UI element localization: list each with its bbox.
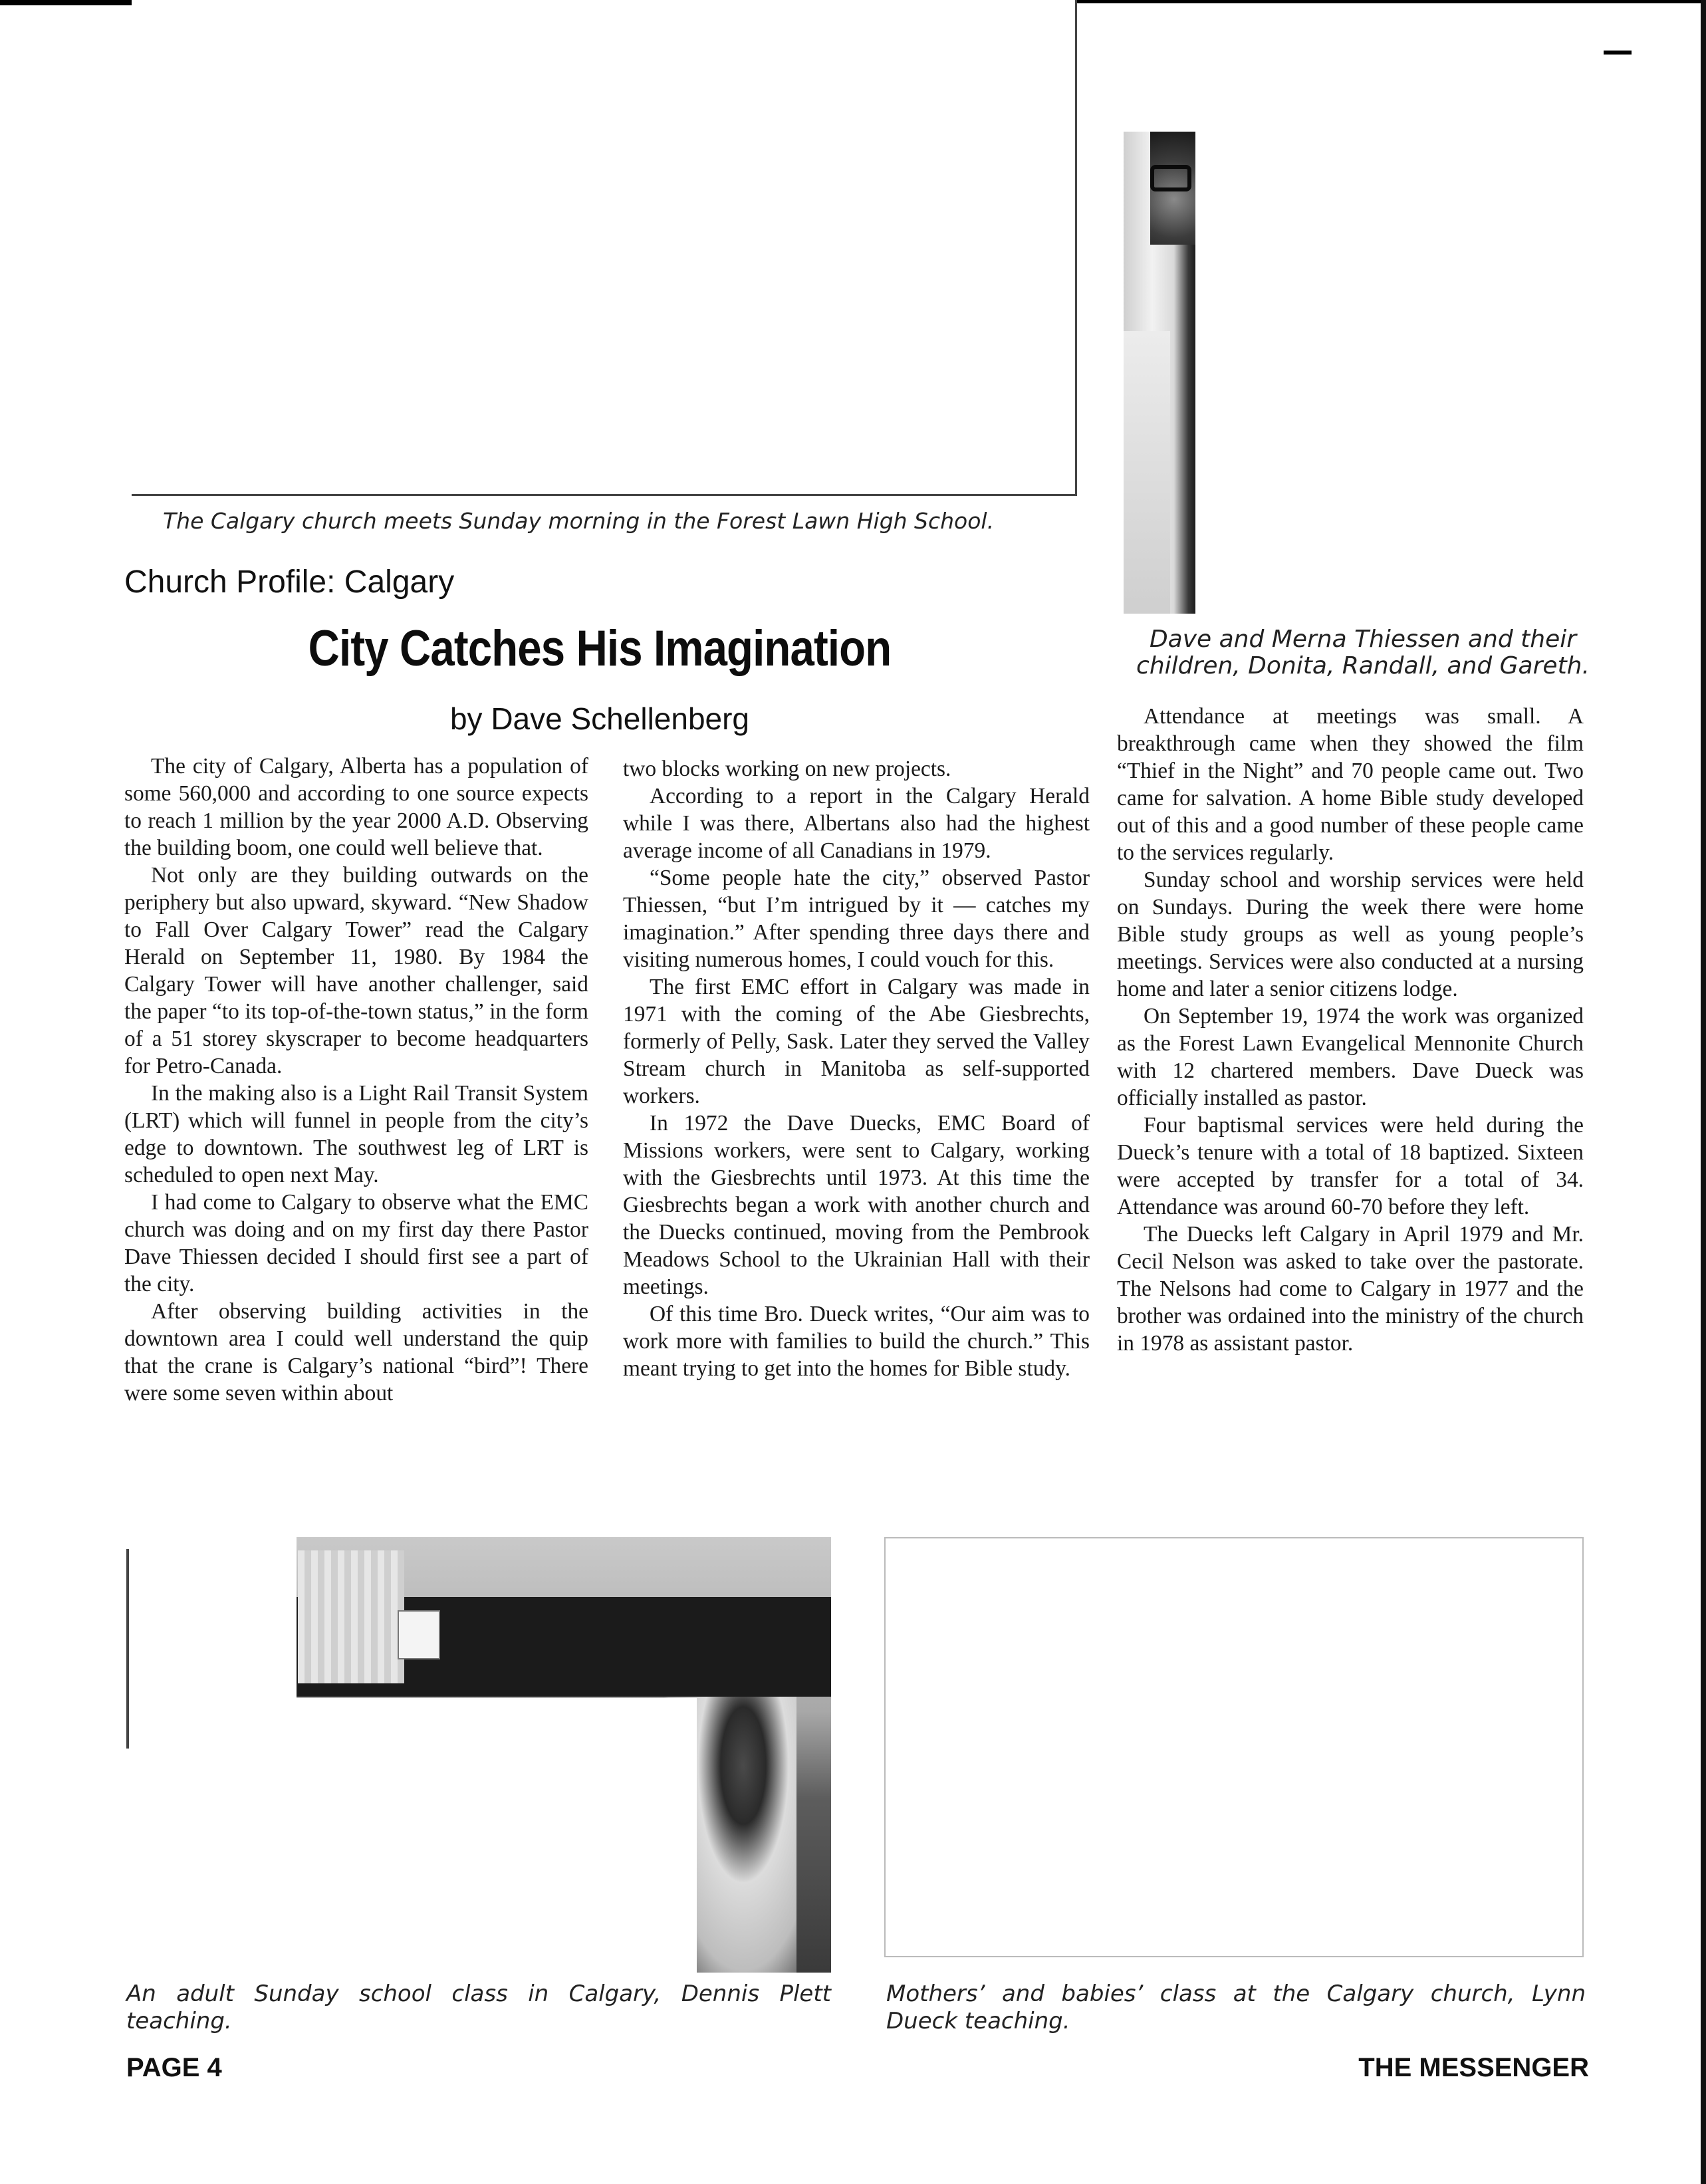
portrait-caption-line1: Dave and Merna Thiessen and their: [1149, 626, 1577, 653]
mothers-class-photo: [884, 1537, 1584, 1957]
paragraph: I had come to Calgary to observe what the EMC church was doing and on my first day there Pastor Dave Thiessen decided I should first see a part of the city.: [124, 1190, 588, 1296]
article-kicker: Church Profile: Calgary: [124, 564, 455, 600]
paragraph: Four baptismal services were held during the Dueck’s tenure with a total of 18 baptized. Sixteen were accepted by transfer for a total of 34. Attendance was around 60-70 before they left.: [1117, 1113, 1584, 1219]
portrait-glasses: [1150, 165, 1191, 191]
paragraph: According to a report in the Calgary Herald while I was there, Albertans also had the highest average income of all Canadians in 1979.: [623, 784, 1090, 863]
window: [298, 1550, 404, 1683]
scan-edge: [1077, 0, 1706, 3]
portrait-photo: [1124, 132, 1195, 614]
article-column-3: [1117, 703, 1584, 1357]
paragraph: Not only are they building outwards on the periphery but also upward, skyward. “New Shadow to Fall Over Calgary Tower” read the Calgary Herald on September 11, 1980. By 1984 the Calgary Tower will have another challenger, said the paper “to its top-of-the-town status,” in the form of a 51 storey skyscraper to become headquarters for Petro-Canada.: [124, 863, 588, 1078]
wall-poster: [398, 1610, 440, 1659]
blank-region: [132, 1537, 297, 1703]
article-column-1: [124, 753, 588, 1407]
paragraph: Sunday school and worship services were held on Sundays. During the week there were home Bible study groups as well as young people’s meetings. Services were also conducted at a nursing home and later a senior citizens lodge.: [1117, 868, 1584, 1001]
scan-edge: [1701, 0, 1706, 2184]
paragraph: The city of Calgary, Alberta has a population of some 560,000 and according to one source expects to reach 1 million by the year 2000 A.D. Observing the building boom, one could well believe that.: [124, 754, 588, 860]
paragraph: In 1972 the Dave Duecks, EMC Board of Missions workers, were sent to Calgary, working with the Giesbrechts until 1973. At this time the Giesbrechts began a work with another church and the Duecks continued, moving from the Pembrook Meadows School to the Ukrainian Hall with their meetings.: [623, 1111, 1090, 1299]
classroom-photo: [132, 1537, 831, 1973]
page-number: PAGE 4: [126, 2053, 222, 2082]
mothers-class-photo-caption: Mothers’ and babies’ class at the Calgary church, Lynn Dueck teaching.: [886, 1981, 1586, 2034]
article-column-2: [623, 755, 1090, 1382]
portrait-jacket: [1124, 331, 1170, 614]
scan-mark: [1604, 51, 1632, 55]
top-photo-caption: The Calgary church meets Sunday morning in the Forest Lawn High School.: [163, 508, 995, 534]
paragraph: “Some people hate the city,” observed Pastor Thiessen, “but I’m intrigued by it — catches my imagination.” After spending three days there and visiting numerous homes, I could vouch for this.: [623, 866, 1090, 972]
paragraph-continued: two blocks working on new projects.: [623, 757, 951, 781]
paragraph: After observing building activities in the downtown area I could well understand the quip that the crane is Calgary’s national “bird”! There were some seven within about: [124, 1299, 588, 1405]
classroom-photo-caption: An adult Sunday school class in Calgary, Dennis Plett teaching.: [126, 1981, 831, 2034]
article-byline: by Dave Schellenberg: [449, 701, 750, 736]
publication-name: THE MESSENGER: [1358, 2053, 1589, 2082]
paragraph: Attendance at meetings was small. A breakthrough came when they showed the film “Thief in the Night” and 70 people came out. Two came for salvation. A home Bible study developed out of this and a good number of these people came to the services regularly.: [1117, 704, 1584, 865]
portrait-caption-line2: children, Donita, Randall, and Gareth.: [1136, 652, 1590, 679]
portrait-caption: [1124, 626, 1602, 679]
article-headline: City Catches His Imagination: [308, 620, 892, 677]
paragraph: Of this time Bro. Dueck writes, “Our aim was to work more with families to build the church.” This meant trying to get into the homes for Bible study.: [623, 1302, 1090, 1381]
paragraph: In the making also is a Light Rail Transit System (LRT) which will funnel in people from the city’s edge to downtown. The southwest leg of LRT is scheduled to open next May.: [124, 1081, 588, 1187]
paragraph: The Duecks left Calgary in April 1979 and Mr. Cecil Nelson was asked to take over the pastorate. The Nelsons had come to Calgary in 1977 and the brother was ordained into the ministry of the church in 1978 as assistant pastor.: [1117, 1222, 1584, 1356]
scan-edge: [0, 0, 133, 5]
top-photo: [132, 0, 1077, 496]
blank-region: [132, 1698, 697, 1973]
photo-edge: [126, 1549, 129, 1749]
paragraph: On September 19, 1974 the work was organized as the Forest Lawn Evangelical Mennonite Church with 12 chartered members. Dave Dueck was officially installed as pastor.: [1117, 1004, 1584, 1110]
paragraph: The first EMC effort in Calgary was made in 1971 with the coming of the Abe Giesbrechts, formerly of Pelly, Sask. Later they served the Valley Stream church in Manitoba as self-supported workers.: [623, 975, 1090, 1108]
